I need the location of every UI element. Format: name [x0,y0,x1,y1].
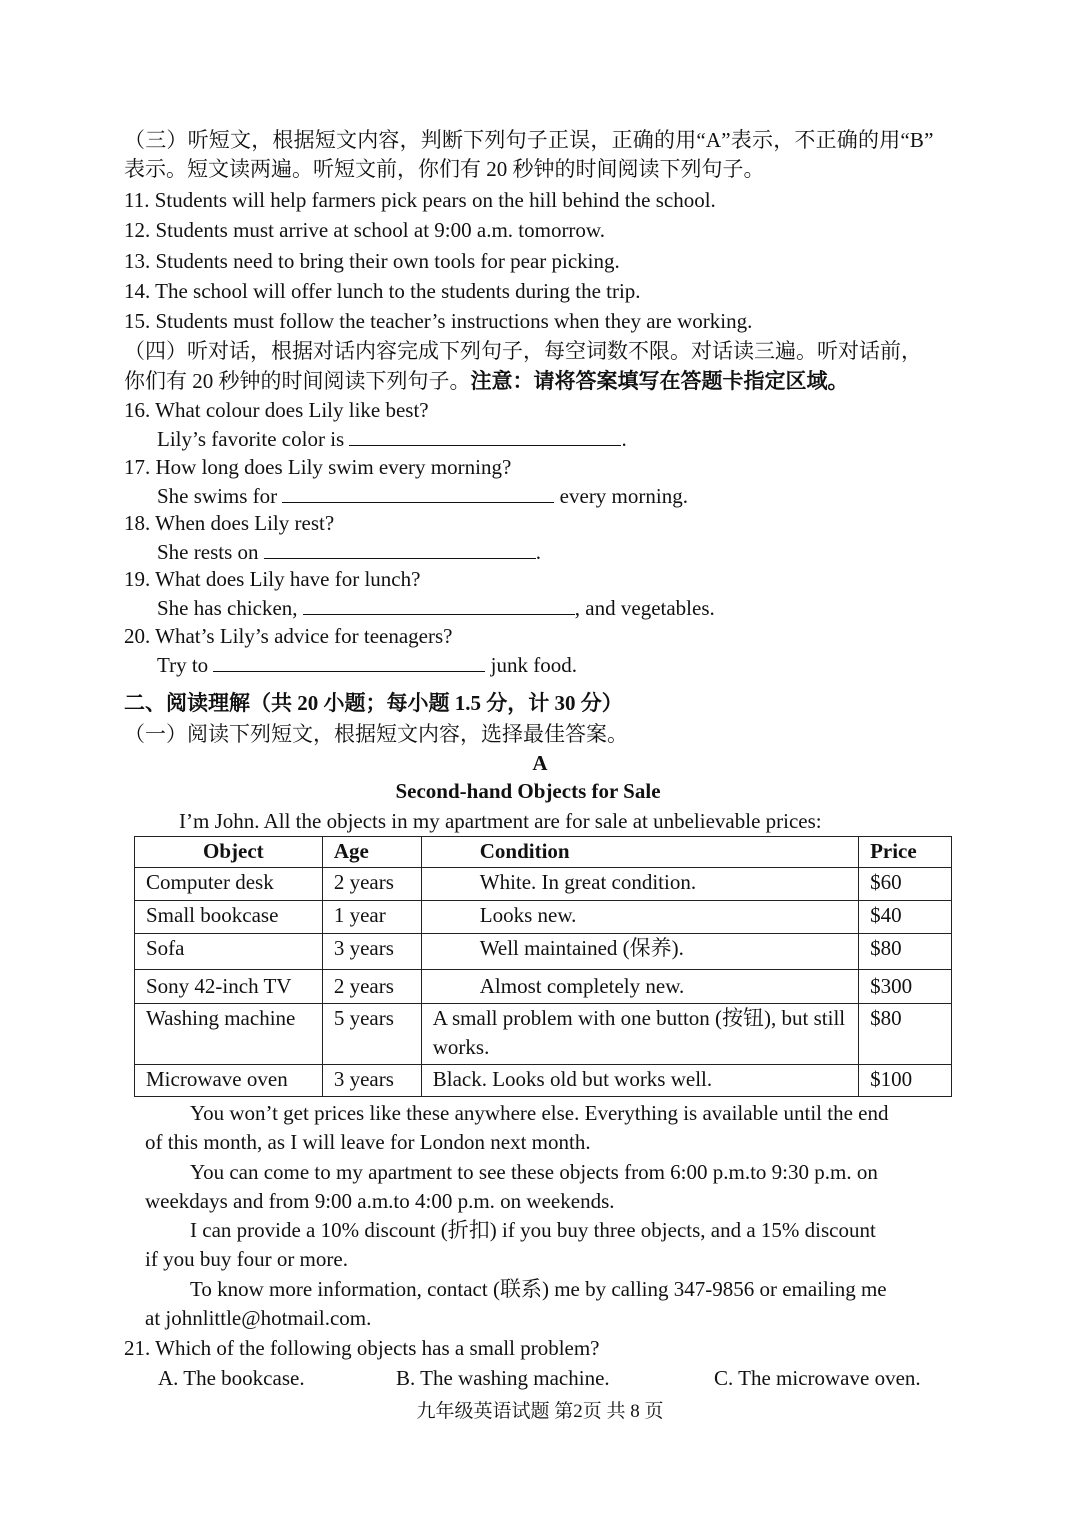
cell: 3 years [322,1065,421,1097]
table-row [135,970,952,1004]
table-row [135,1065,952,1097]
cell: 3 years [322,934,421,970]
cell: A small problem with one button (按钮), but still works. [421,1004,858,1065]
question-21: 21. Which of the following objects has a small problem? [124,1336,600,1360]
part2-heading: 二、阅读理解（共 20 小题；每小题 1.5 分，计 30 分） [124,691,623,715]
passage-intro: I’m John. All the objects in my apartment are for sale at unbelievable prices: [179,809,822,833]
section4-instructions: （四）听对话，根据对话内容完成下列句子，每空词数不限。对话读三遍。听对话前， [124,339,922,363]
table-row [135,934,952,970]
col-condition: Condition [421,837,858,868]
answer-line-19: She has chicken, , and vegetables. [157,596,715,620]
cell: White. In great condition. [421,868,858,901]
question-16: 16. What colour does Lily like best? [124,398,429,422]
paragraph-4-cont: at johnlittle@hotmail.com. [145,1306,372,1330]
paragraph-2-cont: weekdays and from 9:00 a.m.to 4:00 p.m. on weekends. [145,1189,615,1213]
cell: $300 [859,970,952,1004]
cell: $60 [859,868,952,901]
question-13: 13. Students need to bring their own tools for pear picking. [124,249,620,273]
section3-instructions-cont: 表示。短文读两遍。听短文前，你们有 20 秒钟的时间阅读下列句子。 [124,157,765,181]
cell: 2 years [322,970,421,1004]
paragraph-3: I can provide a 10% discount (折扣) if you buy three objects, and a 15% discount [190,1218,876,1242]
sale-table [134,836,952,1097]
part2-subheading: （一）阅读下列短文，根据短文内容，选择最佳答案。 [124,722,628,746]
answer-line-20: Try to junk food. [157,653,577,677]
cell: Almost completely new. [421,970,858,1004]
cell: Well maintained (保养). [421,934,858,970]
cell: $100 [859,1065,952,1097]
passage-letter: A [532,751,548,775]
answer-line-18: She rests on . [157,540,541,564]
option-c: C. The microwave oven. [714,1366,921,1390]
answer-blank [213,651,485,672]
table-row [135,868,952,901]
question-11: 11. Students will help farmers pick pears on the hill behind the school. [124,188,716,212]
cell: 2 years [322,868,421,901]
section4-instructions-cont: 你们有 20 秒钟的时间阅读下列句子。注意：请将答案填写在答题卡指定区域。 [124,369,849,393]
answer-blank [264,538,536,559]
question-18: 18. When does Lily rest? [124,511,335,535]
option-a: A. The bookcase. [158,1366,305,1390]
cell: 5 years [322,1004,421,1065]
answer-blank [282,482,554,503]
table-header-row [135,837,952,868]
question-14: 14. The school will offer lunch to the students during the trip. [124,279,641,303]
answer-note: 注意：请将答案填写在答题卡指定区域。 [470,369,849,393]
cell: $40 [859,901,952,934]
cell: Computer desk [135,868,323,901]
cell: $80 [859,934,952,970]
answer-blank [303,594,575,615]
question-15: 15. Students must follow the teacher’s instructions when they are working. [124,309,753,333]
cell: Microwave oven [135,1065,323,1097]
col-price: Price [859,837,952,868]
paragraph-1-cont: of this month, as I will leave for London next month. [145,1130,591,1154]
col-age: Age [322,837,421,868]
paragraph-2: You can come to my apartment to see these objects from 6:00 p.m.to 9:30 p.m. on [190,1160,878,1184]
cell: $80 [859,1004,952,1065]
option-b: B. The washing machine. [396,1366,610,1390]
page-footer: 九年级英语试题 第2页 共 8 页 [416,1401,664,1422]
paragraph-4: To know more information, contact (联系) me by calling 347-9856 or emailing me [190,1277,887,1301]
section3-instructions: （三）听短文，根据短文内容，判断下列句子正误，正确的用“A”表示，不正确的用“B” [124,128,934,152]
cell: 1 year [322,901,421,934]
answer-blank [349,425,621,446]
table-row [135,1004,952,1065]
cell: Small bookcase [135,901,323,934]
table-row [135,901,952,934]
question-17: 17. How long does Lily swim every morning? [124,455,512,479]
cell: Looks new. [421,901,858,934]
cell: Sofa [135,934,323,970]
question-19: 19. What does Lily have for lunch? [124,567,421,591]
question-12: 12. Students must arrive at school at 9:00 a.m. tomorrow. [124,218,605,242]
question-20: 20. What’s Lily’s advice for teenagers? [124,624,453,648]
cell: Sony 42-inch TV [135,970,323,1004]
col-object: Object [135,837,323,868]
passage-title: Second-hand Objects for Sale [395,779,661,803]
cell: Black. Looks old but works well. [421,1065,858,1097]
answer-line-16: Lily’s favorite color is . [157,427,627,451]
answer-line-17: She swims for every morning. [157,484,688,508]
paragraph-1: You won’t get prices like these anywhere else. Everything is available until the end [190,1101,889,1125]
cell: Washing machine [135,1004,323,1065]
paragraph-3-cont: if you buy four or more. [145,1247,348,1271]
